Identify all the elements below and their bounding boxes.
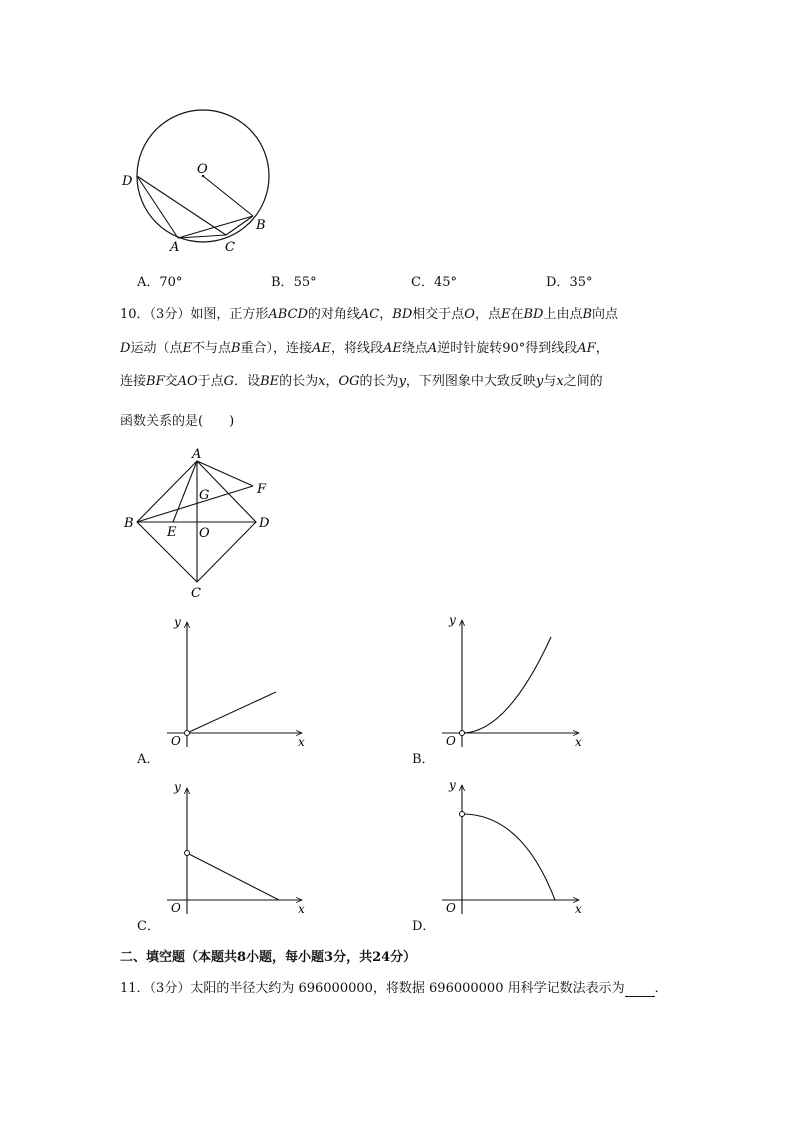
math-symbol: A	[427, 341, 438, 356]
graph-d	[435, 778, 585, 918]
q10-line-3	[120, 370, 603, 389]
segment-ob	[203, 176, 253, 216]
open-point	[460, 731, 465, 736]
math-symbol: B	[582, 307, 593, 322]
q9-option-a[interactable]	[137, 271, 182, 290]
graph-option-d[interactable]	[412, 915, 435, 934]
segment-da	[137, 176, 178, 238]
question-text	[120, 374, 603, 389]
segment-dc	[137, 176, 226, 235]
label-d: D	[122, 174, 133, 189]
text-run: 重合），连接	[240, 341, 313, 356]
label-e: E	[167, 525, 177, 540]
text-run: 于点	[197, 374, 224, 389]
origin-label: O	[171, 901, 181, 915]
label-o: O	[199, 526, 210, 541]
text-run: 与	[543, 374, 557, 389]
graph-option-b[interactable]	[412, 748, 435, 767]
origin-label: O	[171, 734, 181, 748]
q11-line	[120, 977, 668, 997]
math-symbol: BD	[392, 307, 413, 322]
graph-option-c[interactable]	[137, 915, 160, 934]
math-symbol: AO	[177, 374, 198, 389]
text-run: 逆时针旋转90°得到线段	[437, 341, 578, 356]
q9-option-d[interactable]	[546, 271, 592, 290]
math-symbol: BE	[260, 374, 280, 389]
open-point	[185, 731, 190, 736]
segment-ab	[178, 216, 253, 238]
math-symbol: AC	[359, 307, 380, 322]
q10-line-1	[120, 303, 618, 322]
option-letter: B．	[412, 752, 435, 767]
math-symbol: E	[182, 341, 192, 356]
axis-y-label: y	[449, 778, 456, 792]
q9-option-b[interactable]	[271, 271, 317, 290]
question-score: （3分）	[149, 307, 191, 322]
q9-option-c[interactable]	[411, 271, 457, 290]
axis-x-label: x	[575, 735, 582, 749]
text-run: 连接	[120, 374, 147, 389]
segment-ae	[173, 461, 197, 522]
label-d: D	[259, 516, 270, 531]
question-text: 函数关系的是( )	[120, 414, 235, 429]
q10-square-figure	[115, 440, 285, 605]
graph-option-a[interactable]	[137, 748, 159, 767]
axis-y-label: y	[174, 780, 181, 794]
text-run: 在	[510, 307, 524, 322]
text-run: 不与点	[191, 341, 231, 356]
option-value: 45°	[433, 275, 457, 290]
question-number: 11．	[120, 981, 150, 996]
text-run: 上由点	[543, 307, 583, 322]
label-a: A	[170, 240, 180, 255]
q10-line-4	[120, 410, 234, 429]
question-number: 10．	[120, 307, 150, 322]
text-run: ，	[325, 374, 339, 389]
math-symbol: G	[223, 374, 235, 389]
text-run: 如图，正方形	[190, 307, 269, 322]
math-symbol: y	[398, 374, 406, 389]
text-run: 绕点	[401, 341, 428, 356]
math-symbol: OG	[338, 374, 360, 389]
text-run: ，将线段	[330, 341, 383, 356]
option-letter: C．	[411, 275, 434, 290]
text-run: 相交于点	[412, 307, 465, 322]
graph-curve	[462, 637, 551, 733]
graph-line	[187, 853, 279, 900]
axis-x-label: x	[298, 902, 305, 916]
label-c: C	[225, 240, 235, 255]
math-symbol: x	[318, 374, 326, 389]
label-b: B	[124, 516, 134, 531]
open-point	[185, 851, 190, 856]
option-value: 55°	[293, 275, 317, 290]
segment-cb	[226, 216, 253, 235]
option-letter: C．	[137, 919, 160, 934]
text-run: 的长为	[279, 374, 319, 389]
axis-x-label: x	[575, 902, 582, 916]
q9-circle-figure	[110, 95, 290, 260]
text-run: 之间的	[563, 374, 603, 389]
math-symbol: x	[556, 374, 564, 389]
text-run: 运动（点	[130, 341, 183, 356]
text-run: ，下列图象中大致反映	[405, 374, 536, 389]
option-letter: B．	[271, 275, 294, 290]
q10-line-2	[120, 337, 609, 356]
question-text	[120, 341, 609, 356]
math-symbol: ABCD	[268, 307, 308, 322]
text-run: 的对角线	[307, 307, 360, 322]
answer-blank[interactable]	[625, 981, 655, 997]
text-run: 向点	[592, 307, 619, 322]
label-b: B	[256, 218, 266, 233]
option-letter: D．	[546, 275, 570, 290]
origin-label: O	[446, 901, 456, 915]
section-title: 二、填空题（本题共8小题，每小题3分，共24分）	[120, 950, 417, 965]
math-symbol: E	[500, 307, 511, 322]
option-letter: A．	[137, 275, 160, 290]
text-run: 交	[164, 374, 178, 389]
graph-line	[187, 692, 276, 733]
graph-b	[435, 610, 585, 750]
segment-af	[197, 461, 253, 486]
graph-c	[160, 778, 310, 918]
graph-curve	[462, 814, 555, 900]
math-symbol: AE	[382, 341, 402, 356]
text-run: ．设	[234, 374, 261, 389]
axis-x-label: x	[298, 735, 305, 749]
math-symbol: B	[230, 341, 241, 356]
option-value: 35°	[569, 275, 593, 290]
label-f: F	[257, 482, 267, 497]
text-run: ，	[595, 341, 609, 356]
math-symbol: O	[464, 307, 475, 322]
question-score: （3分）	[149, 981, 191, 996]
math-symbol: AF	[577, 341, 596, 356]
question-end: ．	[654, 981, 668, 996]
text-run: ，	[379, 307, 393, 322]
math-symbol: D	[120, 341, 131, 356]
label-c: C	[191, 586, 201, 601]
axis-y-label: y	[174, 615, 181, 629]
math-symbol: AE	[312, 341, 331, 356]
label-o: O	[197, 162, 208, 177]
label-g: G	[199, 488, 210, 503]
label-a: A	[192, 447, 202, 462]
origin-label: O	[446, 734, 456, 748]
question-text	[190, 307, 618, 322]
question-text: 太阳的半径大约为 696000000，将数据 696000000 用科学记数法表示为	[190, 981, 625, 996]
graph-a	[160, 610, 310, 750]
axis-y-label: y	[449, 613, 456, 627]
text-run: ，点	[474, 307, 501, 322]
math-symbol: BF	[146, 374, 165, 389]
text-run: 的长为	[359, 374, 399, 389]
section-heading	[120, 946, 416, 965]
open-point	[460, 812, 465, 817]
option-letter: D．	[412, 919, 436, 934]
math-symbol: y	[535, 374, 544, 389]
option-value: 70°	[159, 275, 183, 290]
math-symbol: BD	[523, 307, 544, 322]
option-letter: A．	[137, 752, 160, 767]
